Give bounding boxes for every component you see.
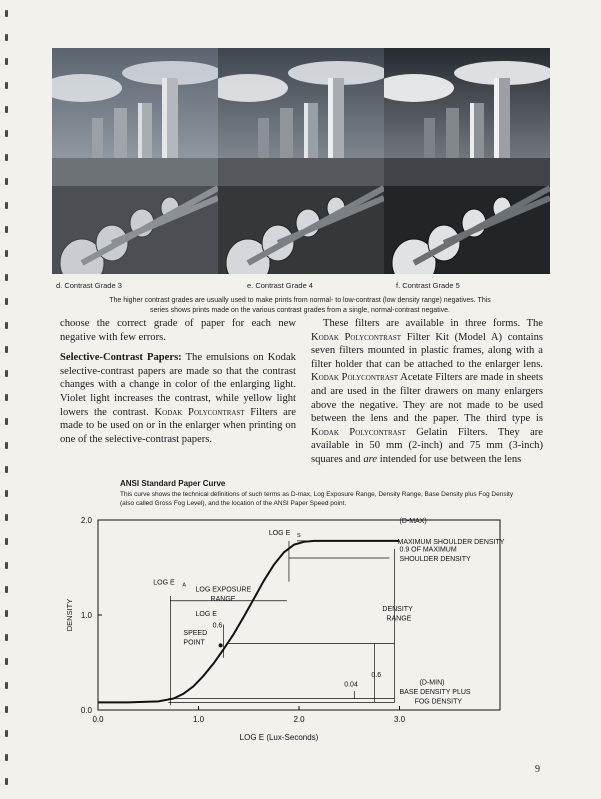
log-exp-range-label: LOG EXPOSURE xyxy=(195,586,252,594)
dmin-tag: (D-MIN) xyxy=(419,679,445,687)
paragraph-filters: These filters are available in three forms. The Kodak Polycontrast Filter Kit (Model A) contains seven filters mounted in plastic frames, along with a filter holder that can be attached to the enlarger lens. Kodak Polycontrast Acetate Filters are made in sheets and are used in the filter drawers on many enlargers above the negative. They are not made to be used between the lens and the paper. The third type is Kodak Polycontrast Gelatin Filters. They are available in 50 mm (2-inch) and 75 mm (3-inch) squares and are intended for use between the lens xyxy=(311,318,543,465)
log-es-subscript: S xyxy=(296,533,301,540)
photo-caption-grade-3: d. Contrast Grade 3 xyxy=(56,281,122,290)
base-density-label: BASE DENSITY PLUS xyxy=(399,688,471,696)
photo-contrast-grade-5 xyxy=(384,48,550,274)
photo-caption-grade-5: f. Contrast Grade 5 xyxy=(396,281,460,290)
y-tick-label: 1.0 xyxy=(80,611,92,620)
y-axis-label: DENSITY xyxy=(65,598,74,632)
chart-labels xyxy=(153,518,505,706)
chart-guides xyxy=(168,541,394,705)
max-shoulder-label: MAXIMUM SHOULDER DENSITY xyxy=(397,538,505,546)
spiral-binding xyxy=(0,0,18,799)
paper-curve-chart xyxy=(60,510,530,750)
density-range-label-2: RANGE xyxy=(386,615,412,623)
log-es-label: LOG E xyxy=(268,530,291,538)
shoulder-09-label: 0.9 OF MAXIMUM xyxy=(399,546,457,554)
page-number: 9 xyxy=(535,764,540,775)
speed-point-label: SPEED xyxy=(183,629,208,637)
x-tick-label: 0.0 xyxy=(92,715,104,724)
x-axis-label: LOG E (Lux-Seconds) xyxy=(239,733,319,742)
paragraph-continuation: choose the correct grade of paper for each new negative with few errors. xyxy=(60,318,296,343)
section-heading: Selective-Contrast Papers: xyxy=(60,352,182,364)
x-tick-label: 1.0 xyxy=(192,715,205,724)
offset-004-label: 0.04 xyxy=(344,681,358,689)
paragraph-selective-contrast: Selective-Contrast Papers: The emulsions on Kodak selective-contrast papers are made so that the contrast changes with a change in color of the enlarging light. Violet light increases the contrast, while yellow light lowers the contrast. Kodak Polycontrast Filters are made to be used on or in the enlarger when printing on one of the selective-contrast papers. xyxy=(60,352,297,445)
brand-name: Kodak Polycontrast xyxy=(154,406,245,418)
log-e-value: 0.6 xyxy=(212,622,223,630)
chart-title: ANSI Standard Paper Curve xyxy=(120,479,226,488)
speed-point-marker xyxy=(219,643,223,647)
right-column xyxy=(311,317,543,474)
x-tick-label: 2.0 xyxy=(293,715,305,724)
offset-06-label: 0.6 xyxy=(371,671,382,679)
photo-contrast-grade-4 xyxy=(218,48,384,274)
shoulder-09-label-2: SHOULDER DENSITY xyxy=(399,555,471,563)
characteristic-curve xyxy=(98,541,400,703)
y-tick-label: 2.0 xyxy=(80,516,92,525)
chart-subtitle: This curve shows the technical definitions of such terms as D-max, Log Exposure Range, Density Range, Base Density plus Fog Density (also called Gross Fog Level), and the location of the ANSI Paper Speed point. xyxy=(120,491,514,507)
log-e-label: LOG E xyxy=(195,610,217,618)
y-tick-label: 0.0 xyxy=(80,706,92,715)
base-density-label-2: FOG DENSITY xyxy=(414,698,463,706)
log-ea-subscript: A xyxy=(182,582,187,589)
left-column xyxy=(60,317,296,453)
log-exp-range-label-2: RANGE xyxy=(210,595,236,603)
photo-caption-grade-4: e. Contrast Grade 4 xyxy=(247,281,313,290)
density-range-label: DENSITY xyxy=(382,606,413,614)
chart-marks xyxy=(98,541,400,703)
log-ea-label: LOG E xyxy=(153,579,175,587)
figure-caption: The higher contrast grades are usually used to make prints from normal- to low-contrast (low density range) negatives. This series shows prints made on the various contrast grades from a single, normal-contrast negative. xyxy=(109,297,491,314)
speed-point-label-2: POINT xyxy=(183,639,205,647)
photo-contrast-grade-3 xyxy=(52,48,218,274)
x-tick-label: 3.0 xyxy=(393,715,406,724)
dmax-tag: (D-MAX) xyxy=(399,517,427,525)
